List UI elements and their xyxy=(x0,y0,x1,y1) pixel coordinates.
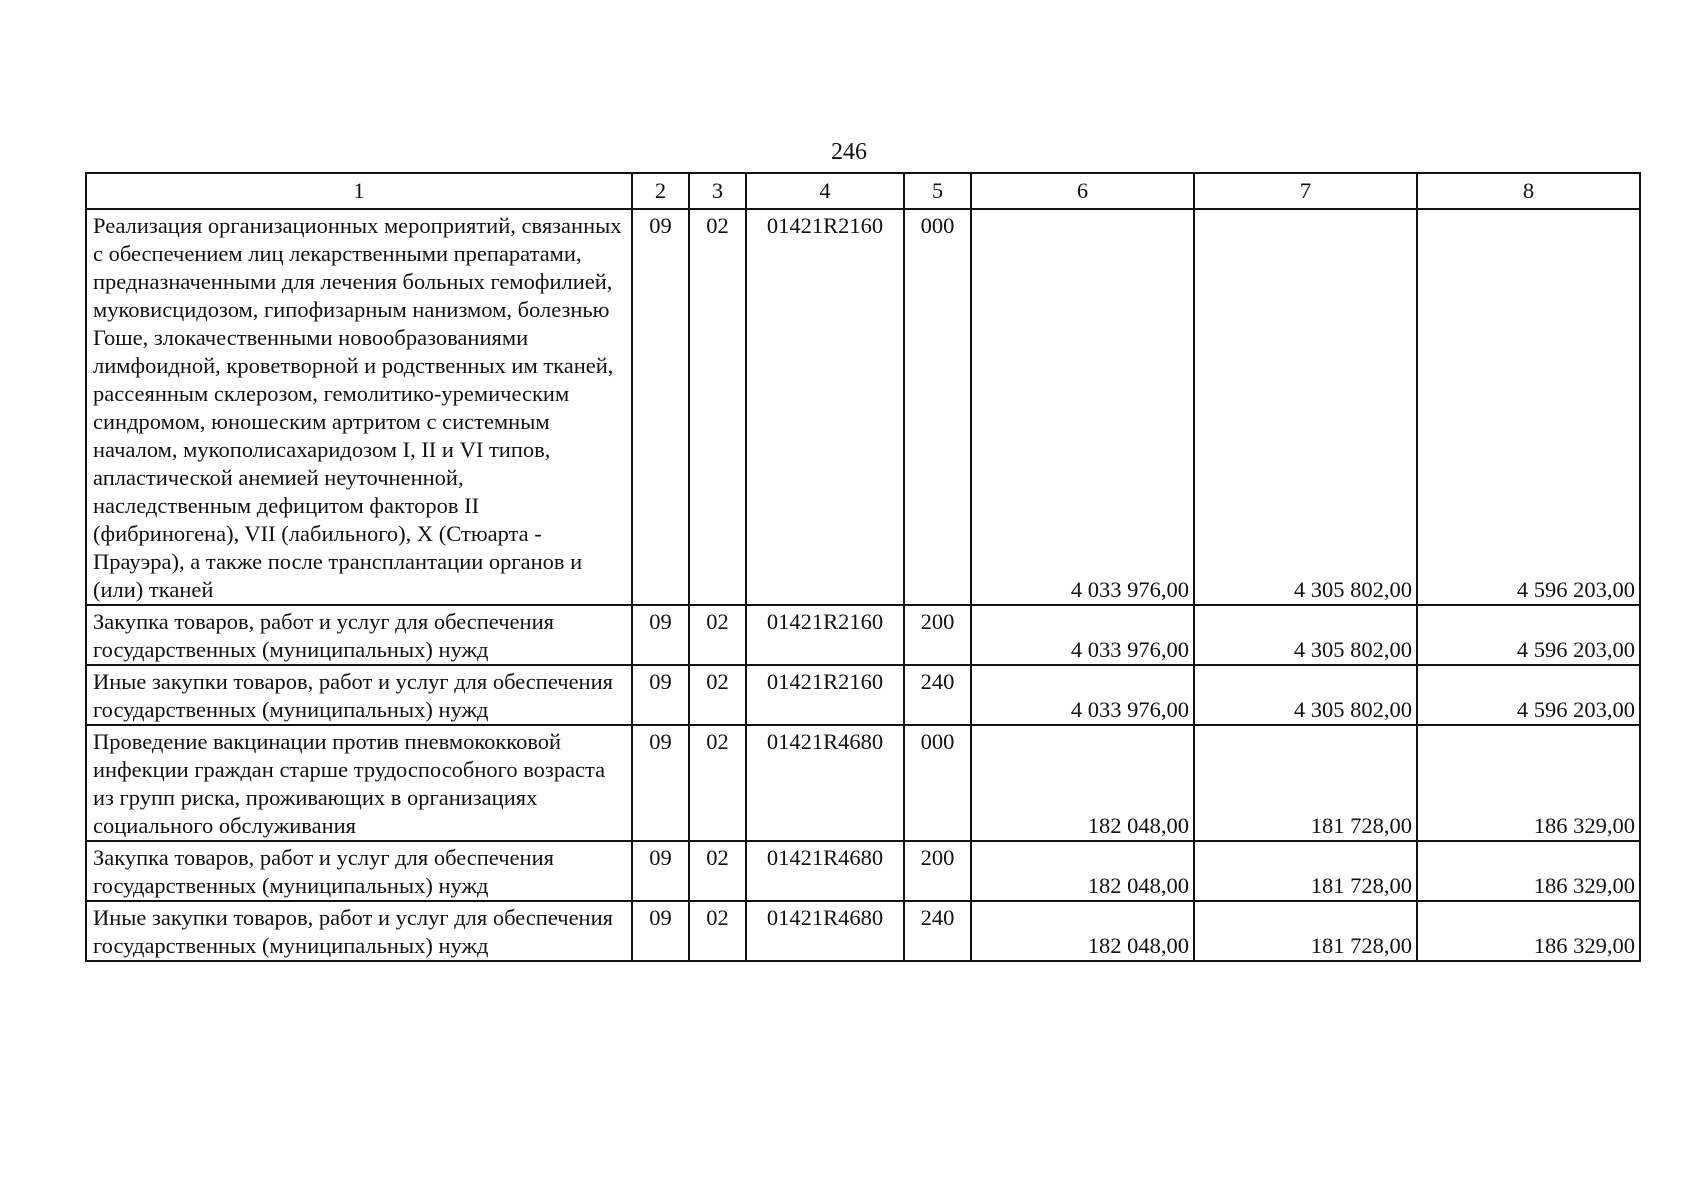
amount-col-7: 4 305 802,00 xyxy=(1194,209,1417,605)
amount-col-8: 4 596 203,00 xyxy=(1417,665,1640,725)
section-code: 09 xyxy=(632,605,689,665)
section-code: 09 xyxy=(632,665,689,725)
amount-col-8: 186 329,00 xyxy=(1417,725,1640,841)
header-row xyxy=(86,173,1640,209)
amount-col-6: 4 033 976,00 xyxy=(971,209,1194,605)
section-code: 09 xyxy=(632,725,689,841)
budget-table xyxy=(85,172,1641,962)
column-header: 6 xyxy=(971,173,1194,209)
amount-col-6: 4 033 976,00 xyxy=(971,665,1194,725)
target-article-code: 01421R2160 xyxy=(746,209,904,605)
amount-col-8: 4 596 203,00 xyxy=(1417,605,1640,665)
amount-col-8: 4 596 203,00 xyxy=(1417,209,1640,605)
subsection-code: 02 xyxy=(689,841,746,901)
amount-col-7: 181 728,00 xyxy=(1194,901,1417,961)
amount-col-7: 181 728,00 xyxy=(1194,841,1417,901)
column-header: 3 xyxy=(689,173,746,209)
column-header: 2 xyxy=(632,173,689,209)
table-row xyxy=(86,605,1640,665)
page-number: 246 xyxy=(831,139,867,165)
amount-col-7: 4 305 802,00 xyxy=(1194,665,1417,725)
table-row xyxy=(86,209,1640,605)
amount-col-7: 4 305 802,00 xyxy=(1194,605,1417,665)
expense-type-code: 000 xyxy=(904,725,971,841)
section-code: 09 xyxy=(632,901,689,961)
expense-type-code: 000 xyxy=(904,209,971,605)
table-row xyxy=(86,901,1640,961)
amount-col-6: 182 048,00 xyxy=(971,841,1194,901)
column-header: 8 xyxy=(1417,173,1640,209)
row-name: Иные закупки товаров, работ и услуг для обеспечения государственных (муниципальных) нужд xyxy=(86,665,632,725)
target-article-code: 01421R4680 xyxy=(746,725,904,841)
target-article-code: 01421R2160 xyxy=(746,665,904,725)
amount-col-6: 4 033 976,00 xyxy=(971,605,1194,665)
amount-col-6: 182 048,00 xyxy=(971,901,1194,961)
row-name: Реализация организационных мероприятий, связанных с обеспечением лиц лекарственными препаратами, предназначенными для лечения больных гемофилией, муковисцидозом, гипофизарным нанизмом, болезнью Гоше, злокачественными новообразованиями лимфоидной, кроветворной и родственных им тканей, рассеянным склерозом, гемолитико-уремическим синдромом, юношеским артритом с системным началом, мукополисахаридозом I, II и VI типов, апластической анемией неуточненной, наследственным дефицитом факторов II (фибриногена), VII (лабильного), X (Стюарта - Прауэра), а также после трансплантации органов и (или) тканей xyxy=(86,209,632,605)
section-code: 09 xyxy=(632,841,689,901)
table-row xyxy=(86,725,1640,841)
amount-col-8: 186 329,00 xyxy=(1417,841,1640,901)
row-name: Иные закупки товаров, работ и услуг для обеспечения государственных (муниципальных) нужд xyxy=(86,901,632,961)
target-article-code: 01421R4680 xyxy=(746,901,904,961)
target-article-code: 01421R4680 xyxy=(746,841,904,901)
target-article-code: 01421R2160 xyxy=(746,605,904,665)
row-name: Закупка товаров, работ и услуг для обеспечения государственных (муниципальных) нужд xyxy=(86,605,632,665)
column-header: 1 xyxy=(86,173,632,209)
column-header: 7 xyxy=(1194,173,1417,209)
row-name: Закупка товаров, работ и услуг для обеспечения государственных (муниципальных) нужд xyxy=(86,841,632,901)
column-header: 5 xyxy=(904,173,971,209)
section-code: 09 xyxy=(632,209,689,605)
amount-col-7: 181 728,00 xyxy=(1194,725,1417,841)
expense-type-code: 240 xyxy=(904,665,971,725)
column-header: 4 xyxy=(746,173,904,209)
table-row xyxy=(86,665,1640,725)
row-name: Проведение вакцинации против пневмококковой инфекции граждан старше трудоспособного возраста из групп риска, проживающих в организациях социального обслуживания xyxy=(86,725,632,841)
amount-col-8: 186 329,00 xyxy=(1417,901,1640,961)
expense-type-code: 240 xyxy=(904,901,971,961)
subsection-code: 02 xyxy=(689,209,746,605)
amount-col-6: 182 048,00 xyxy=(971,725,1194,841)
table-row xyxy=(86,841,1640,901)
expense-type-code: 200 xyxy=(904,841,971,901)
subsection-code: 02 xyxy=(689,725,746,841)
subsection-code: 02 xyxy=(689,901,746,961)
subsection-code: 02 xyxy=(689,605,746,665)
subsection-code: 02 xyxy=(689,665,746,725)
expense-type-code: 200 xyxy=(904,605,971,665)
